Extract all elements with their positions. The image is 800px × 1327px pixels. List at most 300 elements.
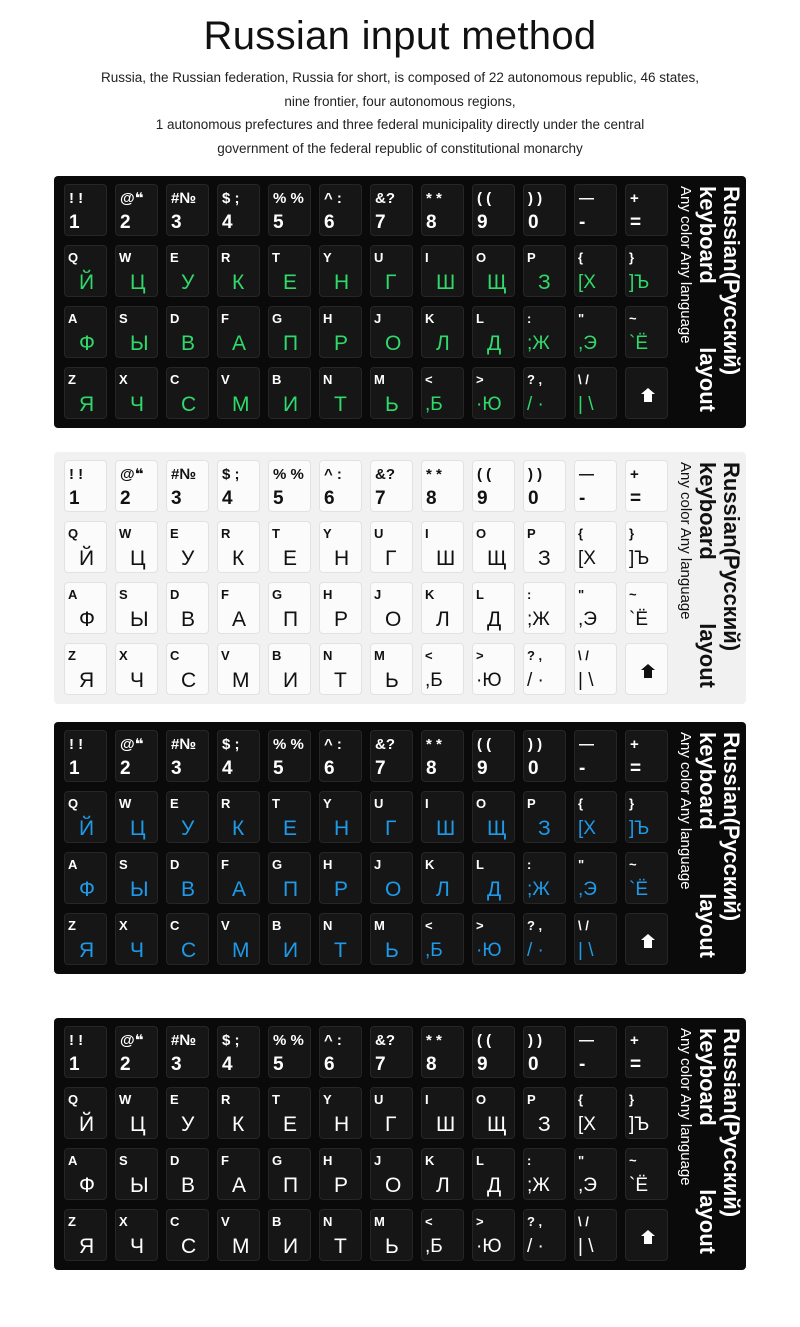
key-main-label: `Ё bbox=[629, 609, 649, 630]
key-main-label: З bbox=[538, 271, 551, 294]
side-label-subtitle bbox=[694, 462, 720, 694]
key-main-label: М bbox=[232, 939, 250, 962]
key-latin-label: } bbox=[629, 1092, 635, 1107]
key-main-label: 6 bbox=[324, 1054, 335, 1075]
key bbox=[115, 643, 158, 695]
key-main-label: Щ bbox=[487, 547, 507, 570]
key-latin-label: L bbox=[476, 857, 484, 872]
key bbox=[421, 521, 464, 573]
key-latin-label: B bbox=[272, 648, 282, 663]
key-latin-label: G bbox=[272, 857, 283, 872]
key bbox=[472, 730, 515, 782]
key-latin-label: P bbox=[527, 796, 536, 811]
key-latin-label: C bbox=[170, 1214, 180, 1229]
sheet-black-blue bbox=[54, 722, 746, 974]
key bbox=[625, 852, 668, 904]
key bbox=[115, 521, 158, 573]
key-main-label: `Ё bbox=[629, 333, 649, 354]
key-main-label: З bbox=[538, 547, 551, 570]
key-latin-label: $ ; bbox=[222, 1032, 240, 1049]
key bbox=[574, 184, 617, 236]
key-main-label: Г bbox=[385, 817, 397, 840]
key-main-label: Ч bbox=[130, 1235, 144, 1258]
key-main-label: / · bbox=[527, 940, 544, 961]
page-title: Russian input method bbox=[203, 14, 597, 58]
key-latin-label: #№ bbox=[171, 466, 197, 483]
key-main-label: М bbox=[232, 1235, 250, 1258]
key bbox=[64, 913, 107, 965]
key-main-label: 9 bbox=[477, 758, 488, 779]
key-main-label: Я bbox=[79, 939, 95, 962]
key bbox=[472, 582, 515, 634]
key-latin-label: Y bbox=[323, 526, 332, 541]
key bbox=[217, 306, 260, 358]
key-main-label: Ы bbox=[130, 1174, 149, 1197]
key bbox=[421, 730, 464, 782]
key-main-label: ,Э bbox=[578, 1175, 597, 1196]
key-latin-label: &? bbox=[375, 466, 395, 483]
key bbox=[370, 1026, 413, 1078]
key-main-label: Р bbox=[334, 332, 349, 355]
key-main-label: Щ bbox=[487, 271, 507, 294]
key-latin-label: M bbox=[374, 372, 385, 387]
key bbox=[115, 367, 158, 419]
side-label-title: Russian(Русский) bbox=[719, 732, 744, 922]
key-latin-label: Q bbox=[68, 526, 79, 541]
description-line: government of the federal republic of constitutional monarchy bbox=[217, 140, 583, 156]
key-main-label: 0 bbox=[528, 758, 539, 779]
side-label-title: Russian(Русский) bbox=[719, 186, 744, 376]
key bbox=[625, 913, 668, 965]
key bbox=[166, 1209, 209, 1261]
key bbox=[166, 913, 209, 965]
key-main-label: ;Ж bbox=[527, 879, 550, 900]
key bbox=[421, 643, 464, 695]
home-icon bbox=[641, 388, 655, 402]
key bbox=[64, 184, 107, 236]
key-main-label: Й bbox=[79, 271, 95, 294]
key-latin-label: X bbox=[119, 918, 128, 933]
key-latin-label: ) ) bbox=[528, 190, 543, 207]
side-label bbox=[670, 452, 746, 704]
key-main-label: Р bbox=[334, 878, 349, 901]
key-main-label: Ы bbox=[130, 332, 149, 355]
key-main-label: - bbox=[579, 488, 586, 509]
key bbox=[421, 913, 464, 965]
key-latin-label: ( ( bbox=[477, 1032, 492, 1049]
key-main-label: ,Б bbox=[425, 670, 443, 691]
key-latin-label: R bbox=[221, 526, 231, 541]
key-latin-label: #№ bbox=[171, 736, 197, 753]
key bbox=[523, 913, 566, 965]
key-latin-label: O bbox=[476, 250, 487, 265]
key-main-label: В bbox=[181, 1174, 196, 1197]
key-main-label: К bbox=[232, 271, 245, 294]
key bbox=[115, 730, 158, 782]
key bbox=[472, 460, 515, 512]
key bbox=[64, 1087, 107, 1139]
key bbox=[370, 852, 413, 904]
key-main-label: Ш bbox=[436, 271, 456, 294]
key bbox=[115, 1087, 158, 1139]
key-main-label: У bbox=[181, 817, 195, 840]
key bbox=[370, 306, 413, 358]
key-latin-label: N bbox=[323, 918, 333, 933]
key-main-label: Ы bbox=[130, 878, 149, 901]
key bbox=[523, 1026, 566, 1078]
key-latin-label: " bbox=[578, 1153, 585, 1168]
key-latin-label: \ / bbox=[578, 1214, 589, 1229]
key bbox=[523, 643, 566, 695]
key-latin-label: V bbox=[221, 372, 230, 387]
key-latin-label: W bbox=[119, 796, 132, 811]
side-label-subtitle bbox=[694, 732, 720, 964]
side-label bbox=[670, 176, 746, 428]
key-latin-label: H bbox=[323, 311, 333, 326]
key-latin-label: S bbox=[119, 1153, 128, 1168]
key-latin-label: I bbox=[425, 526, 429, 541]
key-main-label: В bbox=[181, 608, 196, 631]
key-main-label: Ц bbox=[130, 271, 146, 294]
key-main-label: Е bbox=[283, 817, 298, 840]
key bbox=[64, 306, 107, 358]
key-main-label: Т bbox=[334, 669, 347, 692]
key bbox=[370, 913, 413, 965]
key bbox=[217, 367, 260, 419]
key-main-label: Л bbox=[436, 1174, 450, 1197]
key bbox=[319, 852, 362, 904]
key bbox=[166, 1087, 209, 1139]
key bbox=[166, 367, 209, 419]
key-main-label: 1 bbox=[69, 488, 80, 509]
key bbox=[115, 460, 158, 512]
key bbox=[574, 643, 617, 695]
key-latin-label: : bbox=[527, 587, 532, 602]
key-main-label: 2 bbox=[120, 758, 131, 779]
key bbox=[472, 1026, 515, 1078]
key bbox=[64, 245, 107, 297]
key bbox=[421, 1209, 464, 1261]
key bbox=[625, 367, 668, 419]
key bbox=[574, 245, 617, 297]
key bbox=[625, 1026, 668, 1078]
key bbox=[625, 460, 668, 512]
key-latin-label: Z bbox=[68, 372, 76, 387]
key-latin-label: Y bbox=[323, 796, 332, 811]
key-main-label: / · bbox=[527, 1236, 544, 1257]
key bbox=[472, 1148, 515, 1200]
key-main-label: О bbox=[385, 332, 402, 355]
key-main-label: | \ bbox=[578, 394, 594, 415]
key-main-label: 3 bbox=[171, 1054, 182, 1075]
key-latin-label: ~ bbox=[629, 1153, 637, 1168]
key-latin-label: O bbox=[476, 1092, 487, 1107]
side-label-layout: layout bbox=[695, 347, 720, 412]
key-latin-label: Z bbox=[68, 918, 76, 933]
key bbox=[115, 582, 158, 634]
key bbox=[421, 852, 464, 904]
key-main-label: Й bbox=[79, 547, 95, 570]
key-main-label: [Х bbox=[578, 1114, 596, 1135]
key-latin-label: " bbox=[578, 587, 585, 602]
key-latin-label: " bbox=[578, 311, 585, 326]
key-main-label: К bbox=[232, 547, 245, 570]
key-latin-label: $ ; bbox=[222, 190, 240, 207]
key-latin-label: E bbox=[170, 526, 179, 541]
key-latin-label: J bbox=[374, 857, 382, 872]
key bbox=[319, 643, 362, 695]
key-main-label: Г bbox=[385, 1113, 397, 1136]
key-latin-label: ? , bbox=[527, 648, 543, 663]
key-latin-label: @❝ bbox=[120, 190, 144, 207]
key bbox=[421, 245, 464, 297]
key-latin-label: W bbox=[119, 526, 132, 541]
key-main-label: И bbox=[283, 393, 299, 416]
key-main-label: Ц bbox=[130, 817, 146, 840]
key-main-label: / · bbox=[527, 394, 544, 415]
key bbox=[472, 521, 515, 573]
key-main-label: Д bbox=[487, 1174, 502, 1197]
key bbox=[472, 852, 515, 904]
key bbox=[625, 521, 668, 573]
key-latin-label: O bbox=[476, 526, 487, 541]
key-latin-label: X bbox=[119, 1214, 128, 1229]
key-latin-label: ? , bbox=[527, 1214, 543, 1229]
key-main-label: 9 bbox=[477, 1054, 488, 1075]
key-latin-label: * * bbox=[426, 1032, 442, 1049]
key bbox=[574, 521, 617, 573]
key bbox=[523, 245, 566, 297]
side-label-title: Russian(Русский) bbox=[719, 1028, 744, 1218]
key-main-label: К bbox=[232, 1113, 245, 1136]
key-main-label: Р bbox=[334, 1174, 349, 1197]
side-label-title: Russian(Русский) bbox=[719, 462, 744, 652]
key-latin-label: S bbox=[119, 587, 128, 602]
key bbox=[268, 245, 311, 297]
key bbox=[217, 1209, 260, 1261]
key bbox=[319, 367, 362, 419]
key-main-label: У bbox=[181, 1113, 195, 1136]
key bbox=[574, 852, 617, 904]
key-main-label: 7 bbox=[375, 1054, 386, 1075]
key-main-label: 8 bbox=[426, 212, 437, 233]
key bbox=[319, 521, 362, 573]
key-main-label: С bbox=[181, 1235, 197, 1258]
key-latin-label: $ ; bbox=[222, 466, 240, 483]
key-main-label: У bbox=[181, 547, 195, 570]
key bbox=[574, 1209, 617, 1261]
key-latin-label: % % bbox=[273, 466, 304, 483]
key bbox=[574, 730, 617, 782]
key-main-label: Ш bbox=[436, 817, 456, 840]
key-main-label: И bbox=[283, 1235, 299, 1258]
key-main-label: 6 bbox=[324, 758, 335, 779]
key-latin-label: D bbox=[170, 311, 180, 326]
key-main-label: П bbox=[283, 608, 299, 631]
key-main-label: ·Ю bbox=[476, 1236, 502, 1257]
key-main-label: ]Ъ bbox=[629, 1114, 650, 1135]
key-main-label: О bbox=[385, 878, 402, 901]
key bbox=[523, 306, 566, 358]
key bbox=[625, 306, 668, 358]
key-main-label: 1 bbox=[69, 212, 80, 233]
side-label-layout: layout bbox=[695, 623, 720, 688]
key bbox=[319, 730, 362, 782]
key bbox=[319, 1148, 362, 1200]
key-latin-label: J bbox=[374, 587, 382, 602]
key-latin-label: ! ! bbox=[69, 466, 84, 483]
key bbox=[217, 460, 260, 512]
side-label-keyboard: keyboard bbox=[695, 1028, 720, 1126]
key-latin-label: } bbox=[629, 250, 635, 265]
key-main-label: М bbox=[232, 669, 250, 692]
key-main-label: 7 bbox=[375, 212, 386, 233]
key-latin-label: { bbox=[578, 796, 584, 811]
key bbox=[625, 184, 668, 236]
key bbox=[115, 913, 158, 965]
key-latin-label: ( ( bbox=[477, 466, 492, 483]
key-latin-label: G bbox=[272, 587, 283, 602]
key-latin-label: ( ( bbox=[477, 736, 492, 753]
key-main-label: И bbox=[283, 939, 299, 962]
key bbox=[472, 791, 515, 843]
key-main-label: = bbox=[630, 1054, 642, 1075]
key bbox=[370, 582, 413, 634]
key-main-label: ,Э bbox=[578, 333, 597, 354]
key bbox=[574, 1087, 617, 1139]
key bbox=[625, 791, 668, 843]
description-line: 1 autonomous prefectures and three federal municipality directly under the central bbox=[155, 117, 645, 132]
key-main-label: Я bbox=[79, 393, 95, 416]
key bbox=[370, 521, 413, 573]
key-main-label: Н bbox=[334, 1113, 350, 1136]
key-main-label: П bbox=[283, 1174, 299, 1197]
key bbox=[115, 791, 158, 843]
key-main-label: 1 bbox=[69, 1054, 80, 1075]
key bbox=[115, 852, 158, 904]
key-latin-label: &? bbox=[375, 1032, 395, 1049]
key-latin-label: } bbox=[629, 796, 635, 811]
key-main-label: К bbox=[232, 817, 245, 840]
key-main-label: = bbox=[630, 488, 642, 509]
key-latin-label: O bbox=[476, 796, 487, 811]
key-latin-label: K bbox=[425, 857, 435, 872]
key-latin-label: F bbox=[221, 1153, 229, 1168]
key bbox=[574, 306, 617, 358]
key-latin-label: R bbox=[221, 796, 231, 811]
home-icon bbox=[641, 934, 655, 948]
key-latin-label: ! ! bbox=[69, 736, 84, 753]
key-latin-label: G bbox=[272, 1153, 283, 1168]
key bbox=[217, 1087, 260, 1139]
key-latin-label: L bbox=[476, 587, 484, 602]
key-main-label: В bbox=[181, 332, 196, 355]
key bbox=[217, 913, 260, 965]
key bbox=[574, 1148, 617, 1200]
key-latin-label: R bbox=[221, 1092, 231, 1107]
side-label-keyboard: keyboard bbox=[695, 186, 720, 284]
key-main-label: Ь bbox=[385, 669, 399, 692]
key-main-label: ]Ъ bbox=[629, 818, 650, 839]
key-main-label: Й bbox=[79, 817, 95, 840]
key-main-label: Н bbox=[334, 547, 350, 570]
key-main-label: ·Ю bbox=[476, 394, 502, 415]
key-latin-label: > bbox=[476, 372, 484, 387]
key-latin-label: Q bbox=[68, 250, 79, 265]
key bbox=[64, 582, 107, 634]
key-main-label: ,Б bbox=[425, 394, 443, 415]
key bbox=[625, 643, 668, 695]
key bbox=[319, 582, 362, 634]
key bbox=[166, 460, 209, 512]
key-main-label: 8 bbox=[426, 488, 437, 509]
key bbox=[166, 1026, 209, 1078]
key-main-label: | \ bbox=[578, 670, 594, 691]
key-latin-label: ? , bbox=[527, 918, 543, 933]
key-main-label: 8 bbox=[426, 758, 437, 779]
key-main-label: Т bbox=[334, 939, 347, 962]
key bbox=[217, 245, 260, 297]
key bbox=[319, 306, 362, 358]
key bbox=[115, 1148, 158, 1200]
key bbox=[319, 1087, 362, 1139]
key bbox=[523, 1148, 566, 1200]
key bbox=[421, 460, 464, 512]
key-main-label: Л bbox=[436, 332, 450, 355]
key-latin-label: V bbox=[221, 1214, 230, 1229]
key-latin-label: Y bbox=[323, 250, 332, 265]
key bbox=[64, 367, 107, 419]
key-main-label: Ш bbox=[436, 1113, 456, 1136]
key-latin-label: U bbox=[374, 250, 384, 265]
key bbox=[268, 643, 311, 695]
key bbox=[64, 1026, 107, 1078]
key-main-label: Д bbox=[487, 332, 502, 355]
key-main-label: 9 bbox=[477, 212, 488, 233]
key bbox=[625, 1209, 668, 1261]
key-main-label: А bbox=[232, 332, 247, 355]
key-latin-label: L bbox=[476, 311, 484, 326]
side-label-note: Any color Any language bbox=[677, 1028, 694, 1186]
key-latin-label: : bbox=[527, 1153, 532, 1168]
key-main-label: 9 bbox=[477, 488, 488, 509]
key-main-label: = bbox=[630, 212, 642, 233]
side-label-keyboard: keyboard bbox=[695, 732, 720, 830]
key-latin-label: P bbox=[527, 1092, 536, 1107]
key-main-label: С bbox=[181, 393, 197, 416]
key bbox=[268, 791, 311, 843]
key bbox=[574, 367, 617, 419]
key bbox=[64, 791, 107, 843]
key bbox=[574, 1026, 617, 1078]
side-label bbox=[670, 722, 746, 974]
key-latin-label: X bbox=[119, 648, 128, 663]
key-main-label: 7 bbox=[375, 488, 386, 509]
key-latin-label: ) ) bbox=[528, 1032, 543, 1049]
key-grid bbox=[64, 1026, 666, 1262]
key-latin-label: W bbox=[119, 250, 132, 265]
key-latin-label: F bbox=[221, 311, 229, 326]
key bbox=[64, 1148, 107, 1200]
key-grid bbox=[64, 184, 666, 420]
key-latin-label: D bbox=[170, 857, 180, 872]
key-main-label: - bbox=[579, 758, 586, 779]
key-main-label: ·Ю bbox=[476, 940, 502, 961]
key-latin-label: &? bbox=[375, 190, 395, 207]
key-latin-label: P bbox=[527, 250, 536, 265]
key-latin-label: I bbox=[425, 796, 429, 811]
key-latin-label: ) ) bbox=[528, 466, 543, 483]
